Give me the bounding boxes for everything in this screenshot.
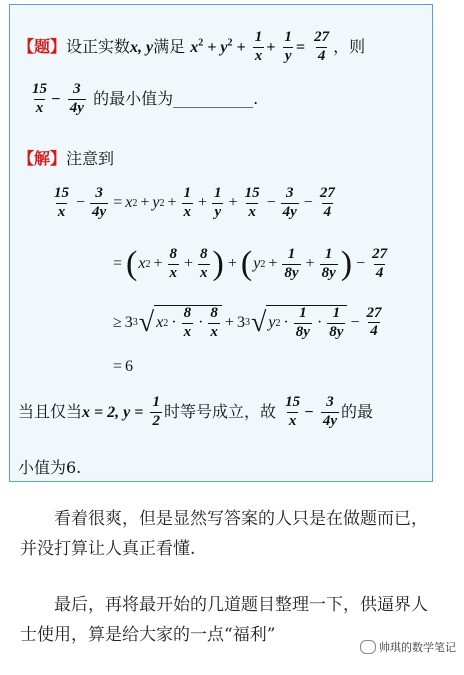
watermark bbox=[360, 639, 456, 655]
watermark-text: 帅琪的数学笔记 bbox=[379, 641, 456, 654]
problem-line-1: 【题】设正实数x, y满足 $x^2 + y^2$ + $\frac{1}{x}$ + $\frac{1}{y}$ = $\frac{27}{4}$ ，则 bbox=[18, 29, 366, 64]
frac-1-over-y: $\frac{1}{y}$ bbox=[284, 29, 292, 64]
frac-one-half: $\frac{1}{2}$ bbox=[152, 394, 160, 429]
solution-tag: 【解】 bbox=[18, 149, 67, 168]
chat-bubble-icon bbox=[360, 640, 376, 654]
final-line: 小值为6. bbox=[18, 458, 82, 477]
problem-vars: x, y bbox=[130, 38, 154, 56]
problem-text-c: ，则 bbox=[333, 36, 366, 56]
paragraph-2: 最后，再将最开始的几道题目整理一下，供逼界人士使用，算是给大家的一点“福利” bbox=[20, 595, 428, 645]
paragraph-1: 看着很爽，但是显然写答案的人只是在做题而已，并没打算让人真正看懂. bbox=[20, 509, 428, 559]
answer-blank: __________. bbox=[173, 88, 259, 108]
equation-line-1: $\frac{15}{x}$ − $\frac{3}{4y}$ = x 2 + y 2 + $\frac{1}{x}$ + $\frac{1}{y}$ + $\frac{15}{x}$ − $\frac{3}{4y}$ − $\frac{27}{4}$ bbox=[54, 185, 335, 220]
frac-27-over-4: $\frac{27}{4}$ bbox=[314, 29, 330, 64]
problem-line-2: $\frac{15}{x}$ − $\frac{3}{4y}$ 的最小值为__________. bbox=[32, 81, 259, 116]
equality-condition: x = 2, y = bbox=[82, 403, 144, 421]
conclusion-text-a: 当且仅当 bbox=[18, 401, 83, 421]
problem-question: 的最小值为 bbox=[93, 88, 174, 108]
problem-text: 设正实数 bbox=[66, 36, 131, 56]
solution-intro: 注意到 bbox=[66, 149, 115, 168]
equation-line-4: = 6 bbox=[113, 358, 134, 375]
equation-line-3: ≥ 3 3 √ x 2 · $\frac{8}{x}$ · $\frac{8}{x}$ + 3 3 √ y 2 · $\frac{1}{8y}$ · $\frac{1}{8y}$ − $\frac{27}{4}$ bbox=[113, 304, 382, 340]
conclusion-line: 当且仅当x = 2, y = $\frac{1}{2}$ 时等号成立，故 $\frac{15}{x}$ − $\frac{3}{4y}$ 的最 bbox=[18, 394, 374, 429]
problem-tag: 【题】 bbox=[18, 36, 67, 56]
frac-3-over-4y: $\frac{3}{4y}$ bbox=[69, 81, 84, 116]
equation-line-2: = ( x 2 + $\frac{8}{x}$ + $\frac{8}{x}$ ) + ( y 2 + $\frac{1}{8y}$ + $\frac{1}{8y}$ ) − $\frac{27}{4}$ bbox=[113, 245, 388, 282]
frac-15-over-x: $\frac{15}{x}$ bbox=[32, 81, 47, 116]
frac-1-over-x: $\frac{1}{x}$ bbox=[254, 29, 263, 64]
solution-header bbox=[18, 146, 114, 169]
problem-equation: $x^2 + y^2$ + bbox=[190, 37, 246, 56]
problem-text-b: 满足 bbox=[153, 36, 186, 56]
conclusion-text-b: 时等号成立，故 bbox=[163, 401, 276, 421]
conclusion-text-c: 的最 bbox=[341, 401, 374, 421]
